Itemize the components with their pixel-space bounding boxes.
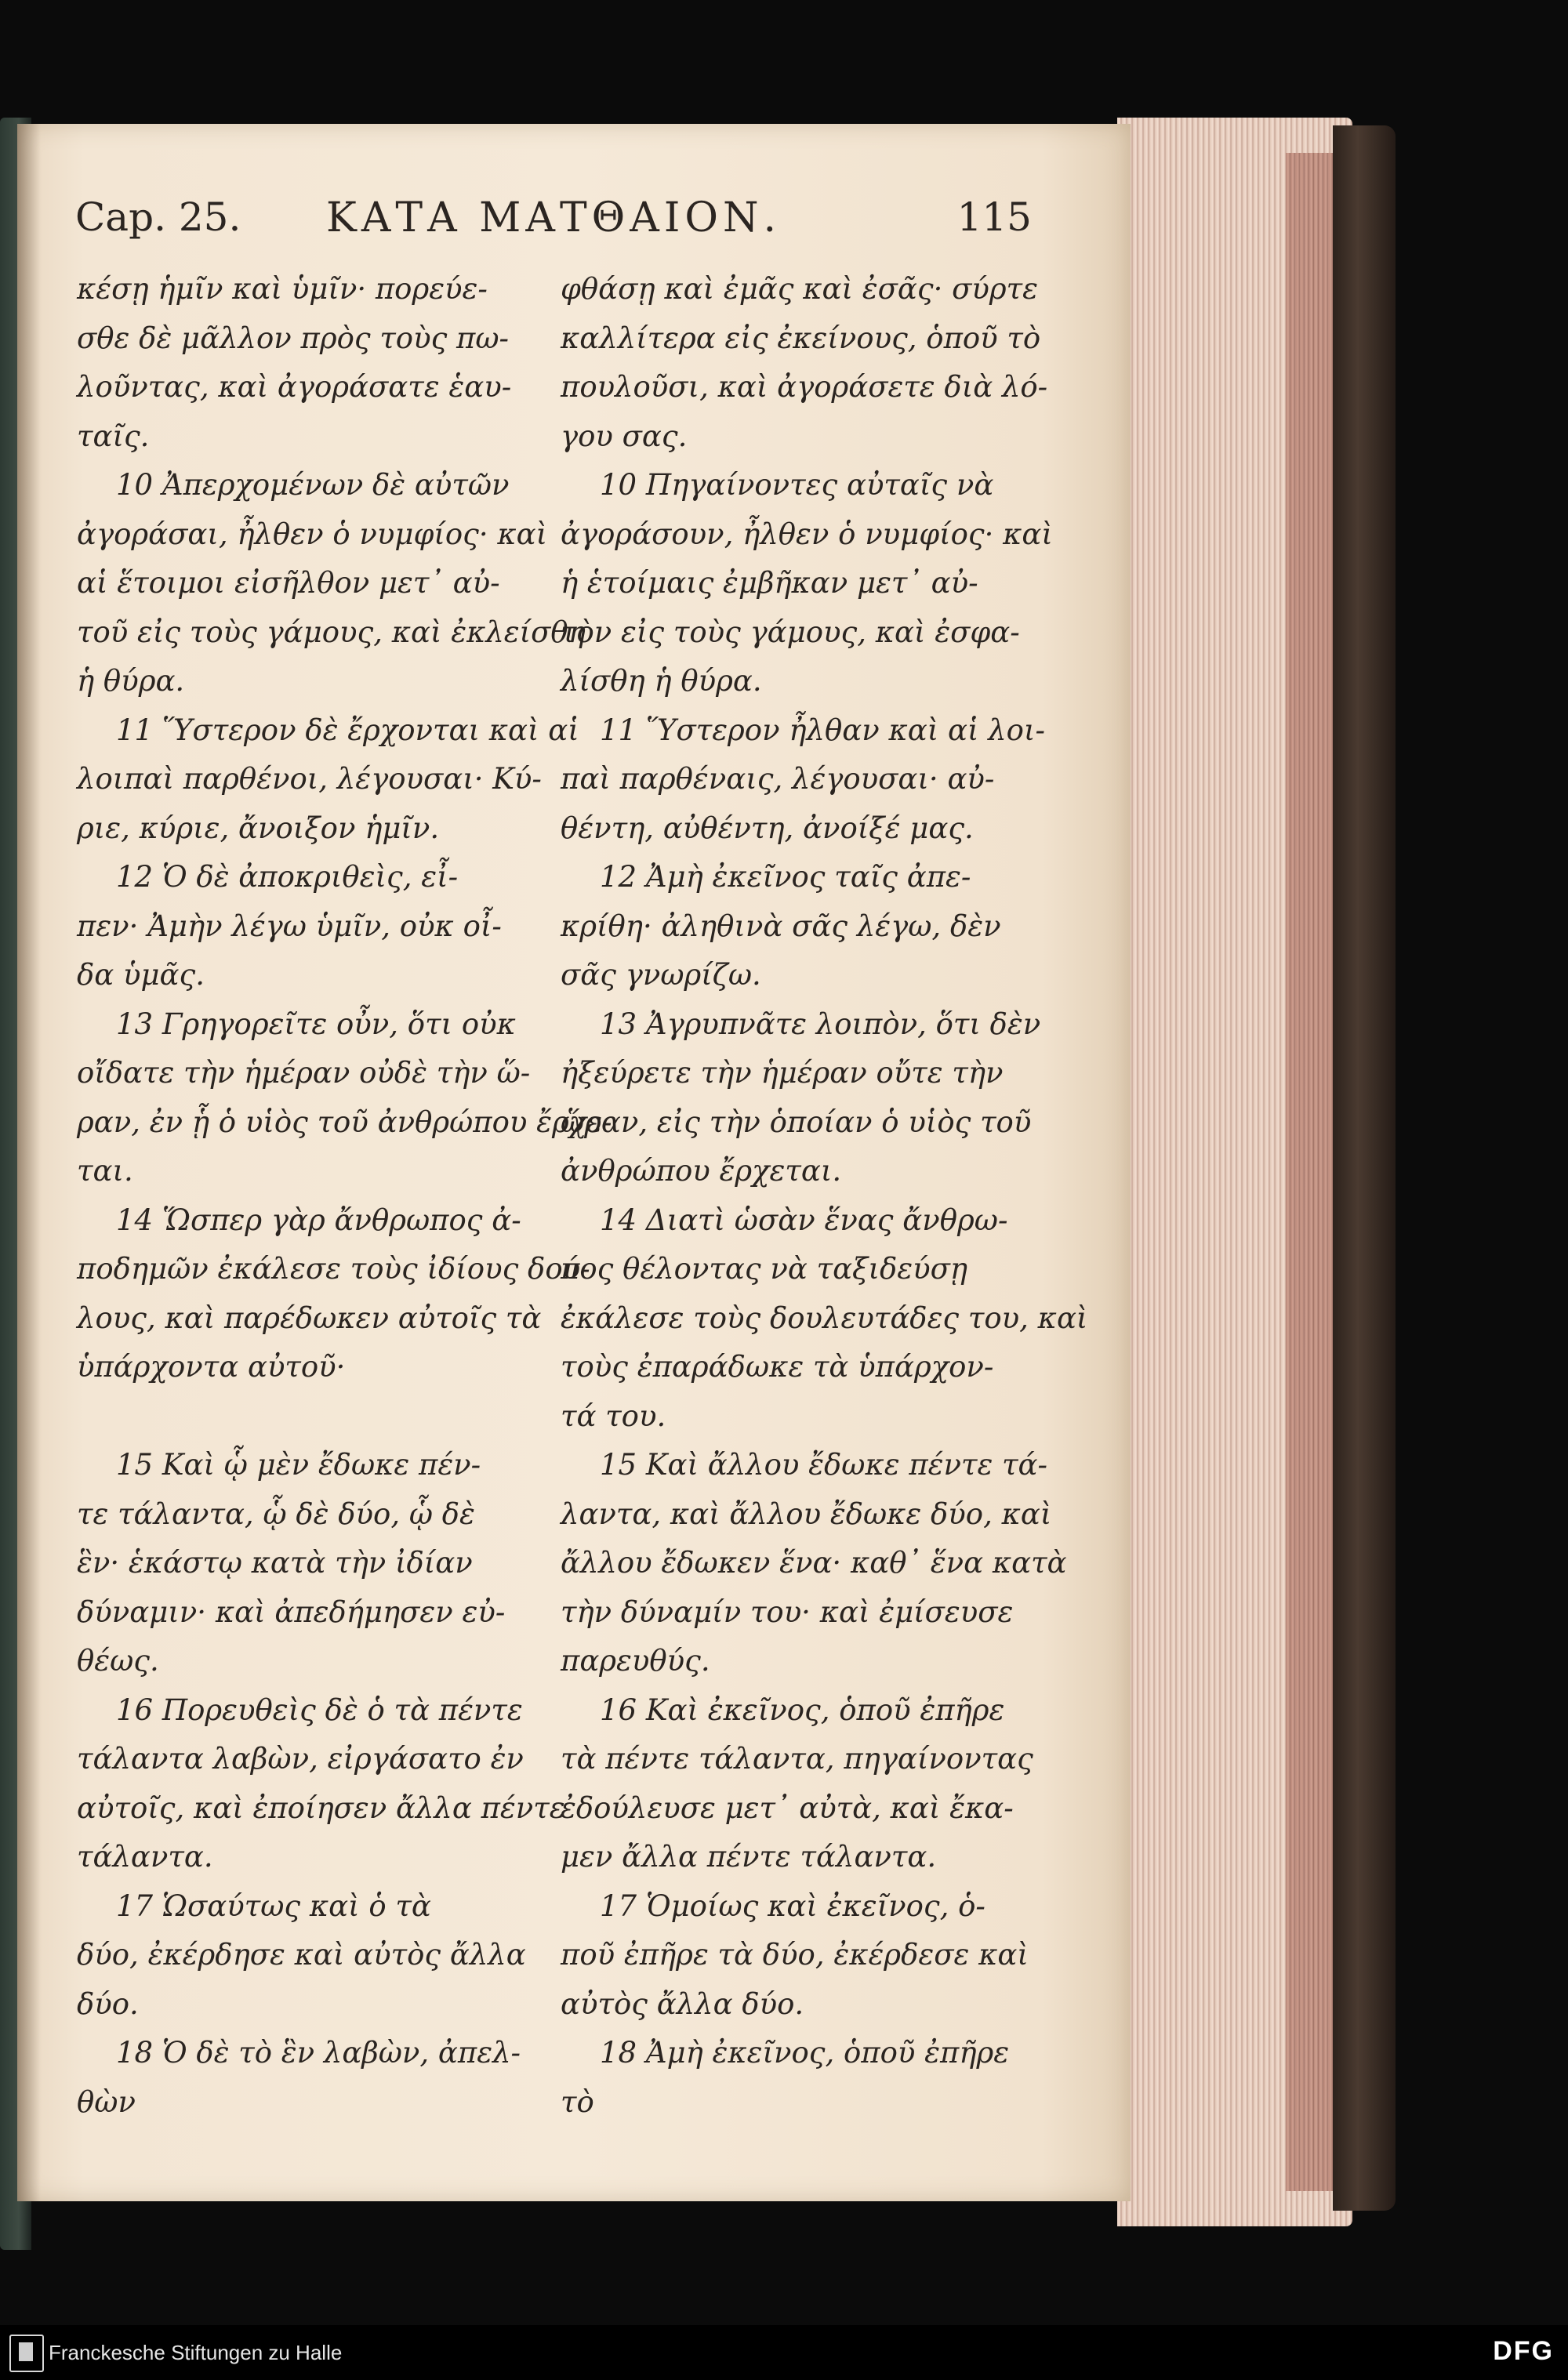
text-line: ἄλλου ἔδωκεν ἕνα· καθ᾽ ἕνα κατὰ [561, 1546, 1067, 1580]
text-line: λοῦντας, καὶ ἀγοράσατε ἑαυ- [77, 370, 512, 404]
text-line: τάλαντα λαβὼν, εἰργάσατο ἐν [77, 1742, 524, 1776]
text-line: 13 Γρηγορεῖτε οὖν, ὅτι οὐκ [116, 1007, 516, 1041]
text-line: γου σας. [561, 419, 688, 453]
book-title: ΚΑΤΑ ΜΑΤΘΑΙΟΝ. [326, 194, 782, 241]
book-cover-right [1333, 125, 1396, 2211]
text-line: τὰ πέντε τάλαντα, πηγαίνοντας [561, 1742, 1033, 1776]
text-line: 10 Πηγαίνοντες αὐταῖς νὰ [600, 468, 994, 502]
text-line: ἀγοράσαι, ἦλθεν ὁ νυμφίος· καὶ [77, 517, 548, 551]
text-line: ριε, κύριε, ἄνοιξον ἡμῖν. [77, 811, 440, 845]
footer-bar [0, 2325, 1568, 2380]
text-line: πος θέλοντας νὰ ταξιδεύσῃ [561, 1252, 967, 1286]
text-line: φθάσῃ καὶ ἐμᾶς καὶ ἐσᾶς· σύρτε [561, 272, 1038, 306]
text-line: 18 Ἀμὴ ἐκεῖνος, ὁποῦ ἐπῆρε [600, 2036, 1010, 2070]
text-line: ποῦ ἐπῆρε τὰ δύο, ἐκέρδεσε καὶ [561, 1938, 1029, 1972]
text-line: αἱ ἕτοιμοι εἰσῆλθον μετ᾽ αὐ- [77, 566, 500, 600]
text-line: λους, καὶ παρέδωκεν αὐτοῖς τὰ [77, 1301, 542, 1335]
text-line: ἀγοράσουν, ἦλθεν ὁ νυμφίος· καὶ [561, 517, 1053, 551]
text-line: ραν, ἐν ᾗ ὁ υἱὸς τοῦ ἀνθρώπου ἔρχε- [77, 1105, 612, 1139]
text-line: 14 Ὥσπερ γὰρ ἄνθρωπος ἀ- [116, 1203, 521, 1237]
text-line: ἐκάλεσε τοὺς δουλευτάδες του, καὶ [561, 1301, 1088, 1335]
text-line: τὴν δύναμίν του· καὶ ἐμίσευσε [561, 1595, 1014, 1629]
text-line: τοὺς ἐπαράδωκε τὰ ὑπάρχον- [561, 1350, 994, 1384]
dfg-logo: DFG [1493, 2336, 1554, 2366]
text-line: ἓν· ἑκάστῳ κατὰ τὴν ἰδίαν [77, 1546, 473, 1580]
running-head [75, 194, 1032, 249]
right-column-modern-greek [561, 265, 1088, 2127]
text-line: ἐδούλευσε μετ᾽ αὐτὰ, καὶ ἔκα- [561, 1790, 1014, 1825]
text-line: 18 Ὁ δὲ τὸ ἓν λαβὼν, ἀπελ- [116, 2036, 521, 2070]
text-line: τὸ [561, 2084, 594, 2119]
text-line: κέσῃ ἡμῖν καὶ ὑμῖν· πορεύε- [77, 272, 488, 306]
text-line: θὼν [77, 2084, 136, 2119]
text-line: ἀνθρώπου ἔρχεται. [561, 1154, 842, 1188]
text-line: παρευθύς. [561, 1644, 710, 1678]
text-line [77, 1392, 555, 1442]
text-line: λοιπαὶ παρθένοι, λέγουσαι· Κύ- [77, 762, 542, 796]
text-line: θέντη, αὐθέντη, ἀνοίξέ μας. [561, 811, 974, 845]
text-line: 16 Πορευθεὶς δὲ ὁ τὰ πέντε [116, 1692, 523, 1727]
chapter-label: Cap. 25. [75, 194, 241, 240]
text-line: 14 Διατὶ ὡσὰν ἕνας ἄνθρω- [600, 1203, 1008, 1237]
text-line: θέως. [77, 1644, 159, 1678]
text-line: 17 Ὁμοίως καὶ ἐκεῖνος, ὁ- [600, 1888, 985, 1923]
text-line: αὐτὸς ἄλλα δύο. [561, 1986, 804, 2021]
text-line: καλλίτερα εἰς ἐκείνους, ὁποῦ τὸ [561, 321, 1041, 355]
text-line: δύο, ἐκέρδησε καὶ αὐτὸς ἄλλα [77, 1938, 526, 1972]
text-line: 12 Ὁ δὲ ἀποκριθεὶς, εἶ- [116, 860, 459, 894]
text-line: λίσθη ἡ θύρα. [561, 664, 762, 698]
text-line: τά του. [561, 1399, 666, 1433]
text-line: τοῦ εἰς τοὺς γάμους, καὶ ἐκλείσθη [77, 615, 586, 649]
source-credit: Franckesche Stiftungen zu Halle [49, 2341, 343, 2364]
text-line: αὐτοῖς, καὶ ἐποίησεν ἄλλα πέντε [77, 1790, 565, 1825]
text-line: πεν· Ἀμὴν λέγω ὑμῖν, οὐκ οἶ- [77, 909, 502, 943]
text-line: ἡ θύρα. [77, 664, 185, 698]
red-page-edges [1286, 153, 1333, 2191]
text-line: τάλαντα. [77, 1840, 213, 1874]
text-line: τὸν εἰς τοὺς γάμους, καὶ ἐσφα- [561, 615, 1020, 649]
gutter-shadow [17, 124, 41, 2201]
text-line: 10 Ἀπερχομένων δὲ αὐτῶν [116, 468, 510, 502]
text-line: 12 Ἀμὴ ἐκεῖνος ταῖς ἀπε- [600, 860, 971, 894]
text-line: παὶ παρθέναις, λέγουσαι· αὐ- [561, 762, 995, 796]
page-number: 115 [956, 194, 1032, 240]
text-line: σᾶς γνωρίζω. [561, 958, 761, 992]
text-line: ἠξεύρετε τὴν ἡμέραν οὔτε τὴν [561, 1056, 1004, 1090]
text-line: τε τάλαντα, ᾧ δὲ δύο, ᾧ δὲ [77, 1497, 475, 1531]
text-line: 13 Ἀγρυπνᾶτε λοιπὸν, ὅτι δὲν [600, 1007, 1041, 1041]
text-line: 11 Ὕστερον ἦλθαν καὶ αἱ λοι- [600, 713, 1045, 747]
text-line: πουλοῦσι, καὶ ἀγοράσετε διὰ λό- [561, 370, 1048, 404]
text-line: 11 Ὕστερον δὲ ἔρχονται καὶ αἱ [116, 713, 579, 747]
text-line: ὑπάρχοντα αὐτοῦ· [77, 1350, 346, 1384]
text-line: ται. [77, 1154, 133, 1188]
text-line: σθε δὲ μᾶλλον πρὸς τοὺς πω- [77, 321, 510, 355]
text-line: κρίθη· ἀληθινὰ σᾶς λέγω, δὲν [561, 909, 1001, 943]
text-line: μεν ἄλλα πέντε τάλαντα. [561, 1840, 937, 1874]
text-line: 15 Καὶ ἄλλου ἔδωκε πέντε τά- [600, 1448, 1048, 1482]
text-line: δα ὑμᾶς. [77, 958, 205, 992]
text-line: 17 Ὡσαύτως καὶ ὁ τὰ [116, 1888, 431, 1923]
text-line: 15 Καὶ ᾧ μὲν ἔδωκε πέν- [116, 1448, 481, 1482]
text-line: λαντα, καὶ ἄλλου ἔδωκε δύο, καὶ [561, 1497, 1052, 1531]
text-line: ὥραν, εἰς τὴν ὁποίαν ὁ υἱὸς τοῦ [561, 1105, 1032, 1139]
text-line: δύναμιν· καὶ ἀπεδήμησεν εὐ- [77, 1595, 506, 1629]
text-line: ἡ ἑτοίμαις ἐμβῆκαν μετ᾽ αὐ- [561, 566, 978, 600]
left-column-ancient-greek [77, 265, 612, 2127]
text-line: ταῖς. [77, 419, 150, 453]
institution-logo-icon [9, 2335, 44, 2372]
text-line: δύο. [77, 1986, 139, 2021]
text-line: ποδημῶν ἐκάλεσε τοὺς ἰδίους δού- [77, 1252, 590, 1286]
text-line: οἴδατε τὴν ἡμέραν οὐδὲ τὴν ὥ- [77, 1056, 531, 1090]
text-line: 16 Καὶ ἐκεῖνος, ὁποῦ ἐπῆρε [600, 1692, 1005, 1727]
